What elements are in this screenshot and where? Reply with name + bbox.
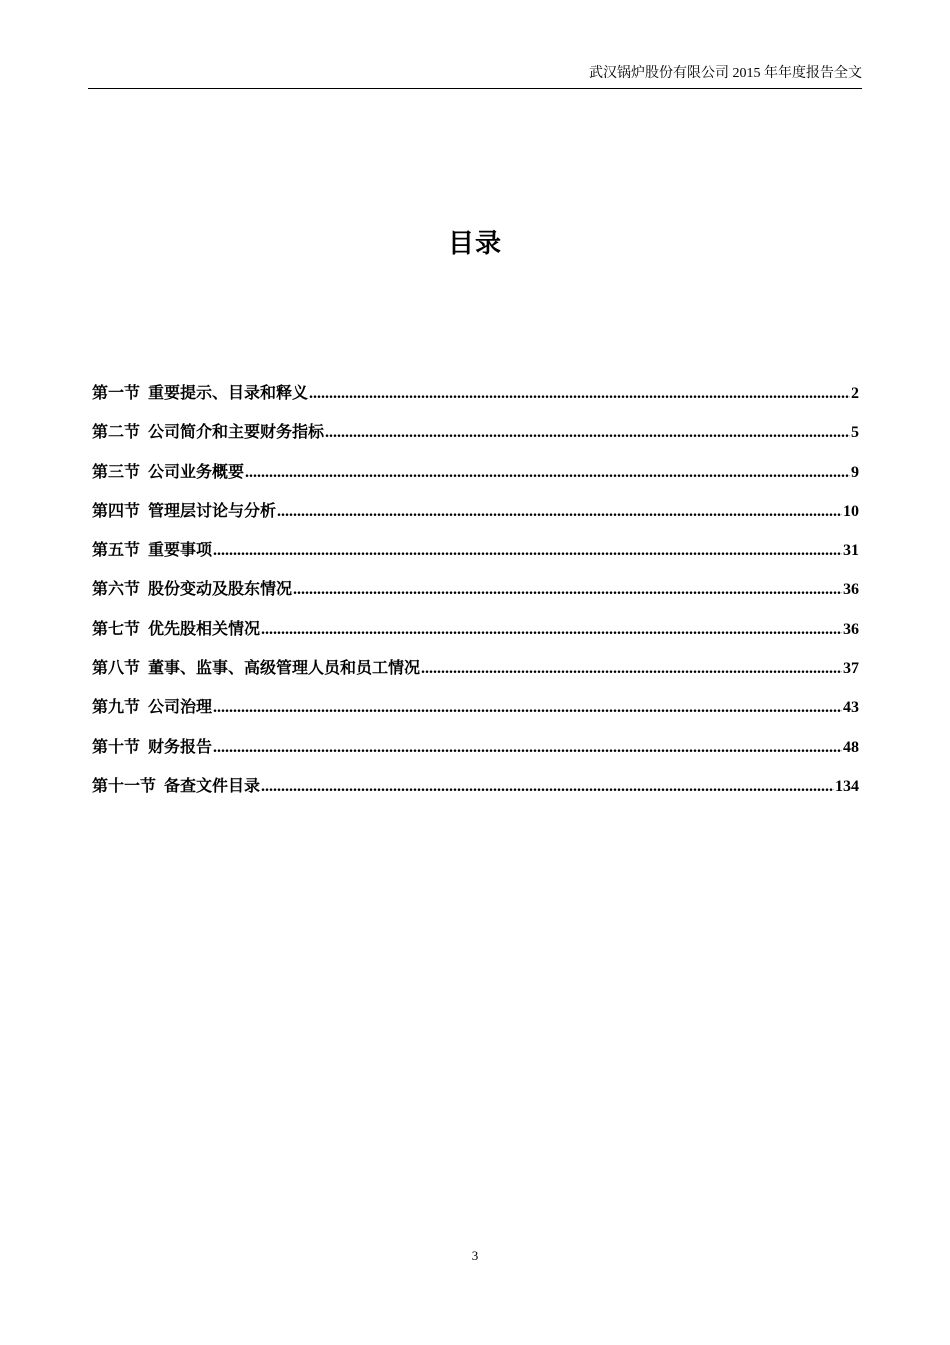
page-header bbox=[88, 64, 862, 89]
toc-page-number: 5 bbox=[851, 424, 859, 442]
toc-section-number: 第九节 bbox=[92, 697, 141, 717]
toc-title: 公司治理 bbox=[148, 697, 213, 717]
toc-section-number: 第六节 bbox=[92, 579, 141, 599]
toc-entry[interactable] bbox=[92, 457, 859, 496]
toc-dot-leader bbox=[213, 693, 842, 723]
toc-entry[interactable] bbox=[92, 653, 859, 692]
toc-dot-leader bbox=[309, 379, 850, 409]
page-title: 目录 bbox=[447, 229, 502, 259]
table-of-contents bbox=[92, 378, 859, 810]
toc-page-number: 2 bbox=[851, 385, 859, 402]
toc-page-number: 9 bbox=[851, 463, 859, 481]
toc-section-number: 第五节 bbox=[92, 540, 141, 560]
toc-page-number: 134 bbox=[835, 777, 859, 795]
toc-section-number: 第八节 bbox=[92, 658, 141, 678]
toc-dot-leader bbox=[261, 615, 842, 645]
toc-entry[interactable] bbox=[92, 496, 859, 535]
toc-title: 优先股相关情况 bbox=[148, 618, 261, 638]
toc-dot-leader bbox=[325, 418, 850, 448]
header-text: 武汉锅炉股份有限公司 2015 年年度报告全文 bbox=[589, 66, 862, 81]
toc-section-number: 第十一节 bbox=[92, 775, 157, 795]
toc-title: 重要提示、目录和释义 bbox=[148, 383, 309, 402]
toc-section-number: 第三节 bbox=[92, 461, 141, 481]
toc-entry[interactable] bbox=[92, 417, 859, 456]
toc-dot-leader bbox=[245, 458, 850, 488]
toc-title: 公司简介和主要财务指标 bbox=[148, 422, 325, 442]
toc-page-number: 37 bbox=[843, 660, 859, 678]
toc-title: 财务报告 bbox=[148, 736, 213, 756]
toc-title: 重要事项 bbox=[148, 540, 213, 560]
toc-title: 股份变动及股东情况 bbox=[148, 579, 293, 599]
page-footer bbox=[0, 1248, 950, 1264]
toc-page-number: 36 bbox=[843, 620, 859, 638]
toc-title: 公司业务概要 bbox=[148, 461, 245, 481]
toc-dot-leader bbox=[213, 536, 842, 566]
toc-entry[interactable] bbox=[92, 771, 859, 810]
toc-entry[interactable] bbox=[92, 732, 859, 771]
toc-entry[interactable] bbox=[92, 614, 859, 653]
toc-page-number: 31 bbox=[843, 542, 859, 560]
toc-entry[interactable] bbox=[92, 574, 859, 613]
toc-section-number: 第二节 bbox=[92, 422, 141, 442]
toc-page-number: 48 bbox=[843, 738, 859, 756]
page-number: 3 bbox=[471, 1248, 479, 1263]
toc-dot-leader bbox=[213, 733, 842, 763]
toc-dot-leader bbox=[293, 575, 842, 605]
toc-section-number: 第一节 bbox=[92, 383, 141, 402]
toc-page-number: 10 bbox=[843, 502, 859, 520]
toc-entry[interactable] bbox=[92, 692, 859, 731]
toc-entry[interactable] bbox=[92, 535, 859, 574]
toc-section-number: 第十节 bbox=[92, 736, 141, 756]
toc-title: 备查文件目录 bbox=[164, 775, 261, 795]
toc-page-number: 43 bbox=[843, 699, 859, 717]
toc-title: 董事、监事、高级管理人员和员工情况 bbox=[148, 658, 421, 678]
toc-section-number: 第四节 bbox=[92, 500, 141, 520]
toc-dot-leader bbox=[277, 497, 842, 527]
toc-title: 管理层讨论与分析 bbox=[148, 500, 277, 520]
toc-page-number: 36 bbox=[843, 581, 859, 599]
toc-dot-leader bbox=[421, 654, 842, 684]
toc-entry[interactable] bbox=[92, 378, 859, 417]
toc-section-number: 第七节 bbox=[92, 618, 141, 638]
toc-dot-leader bbox=[261, 772, 834, 802]
